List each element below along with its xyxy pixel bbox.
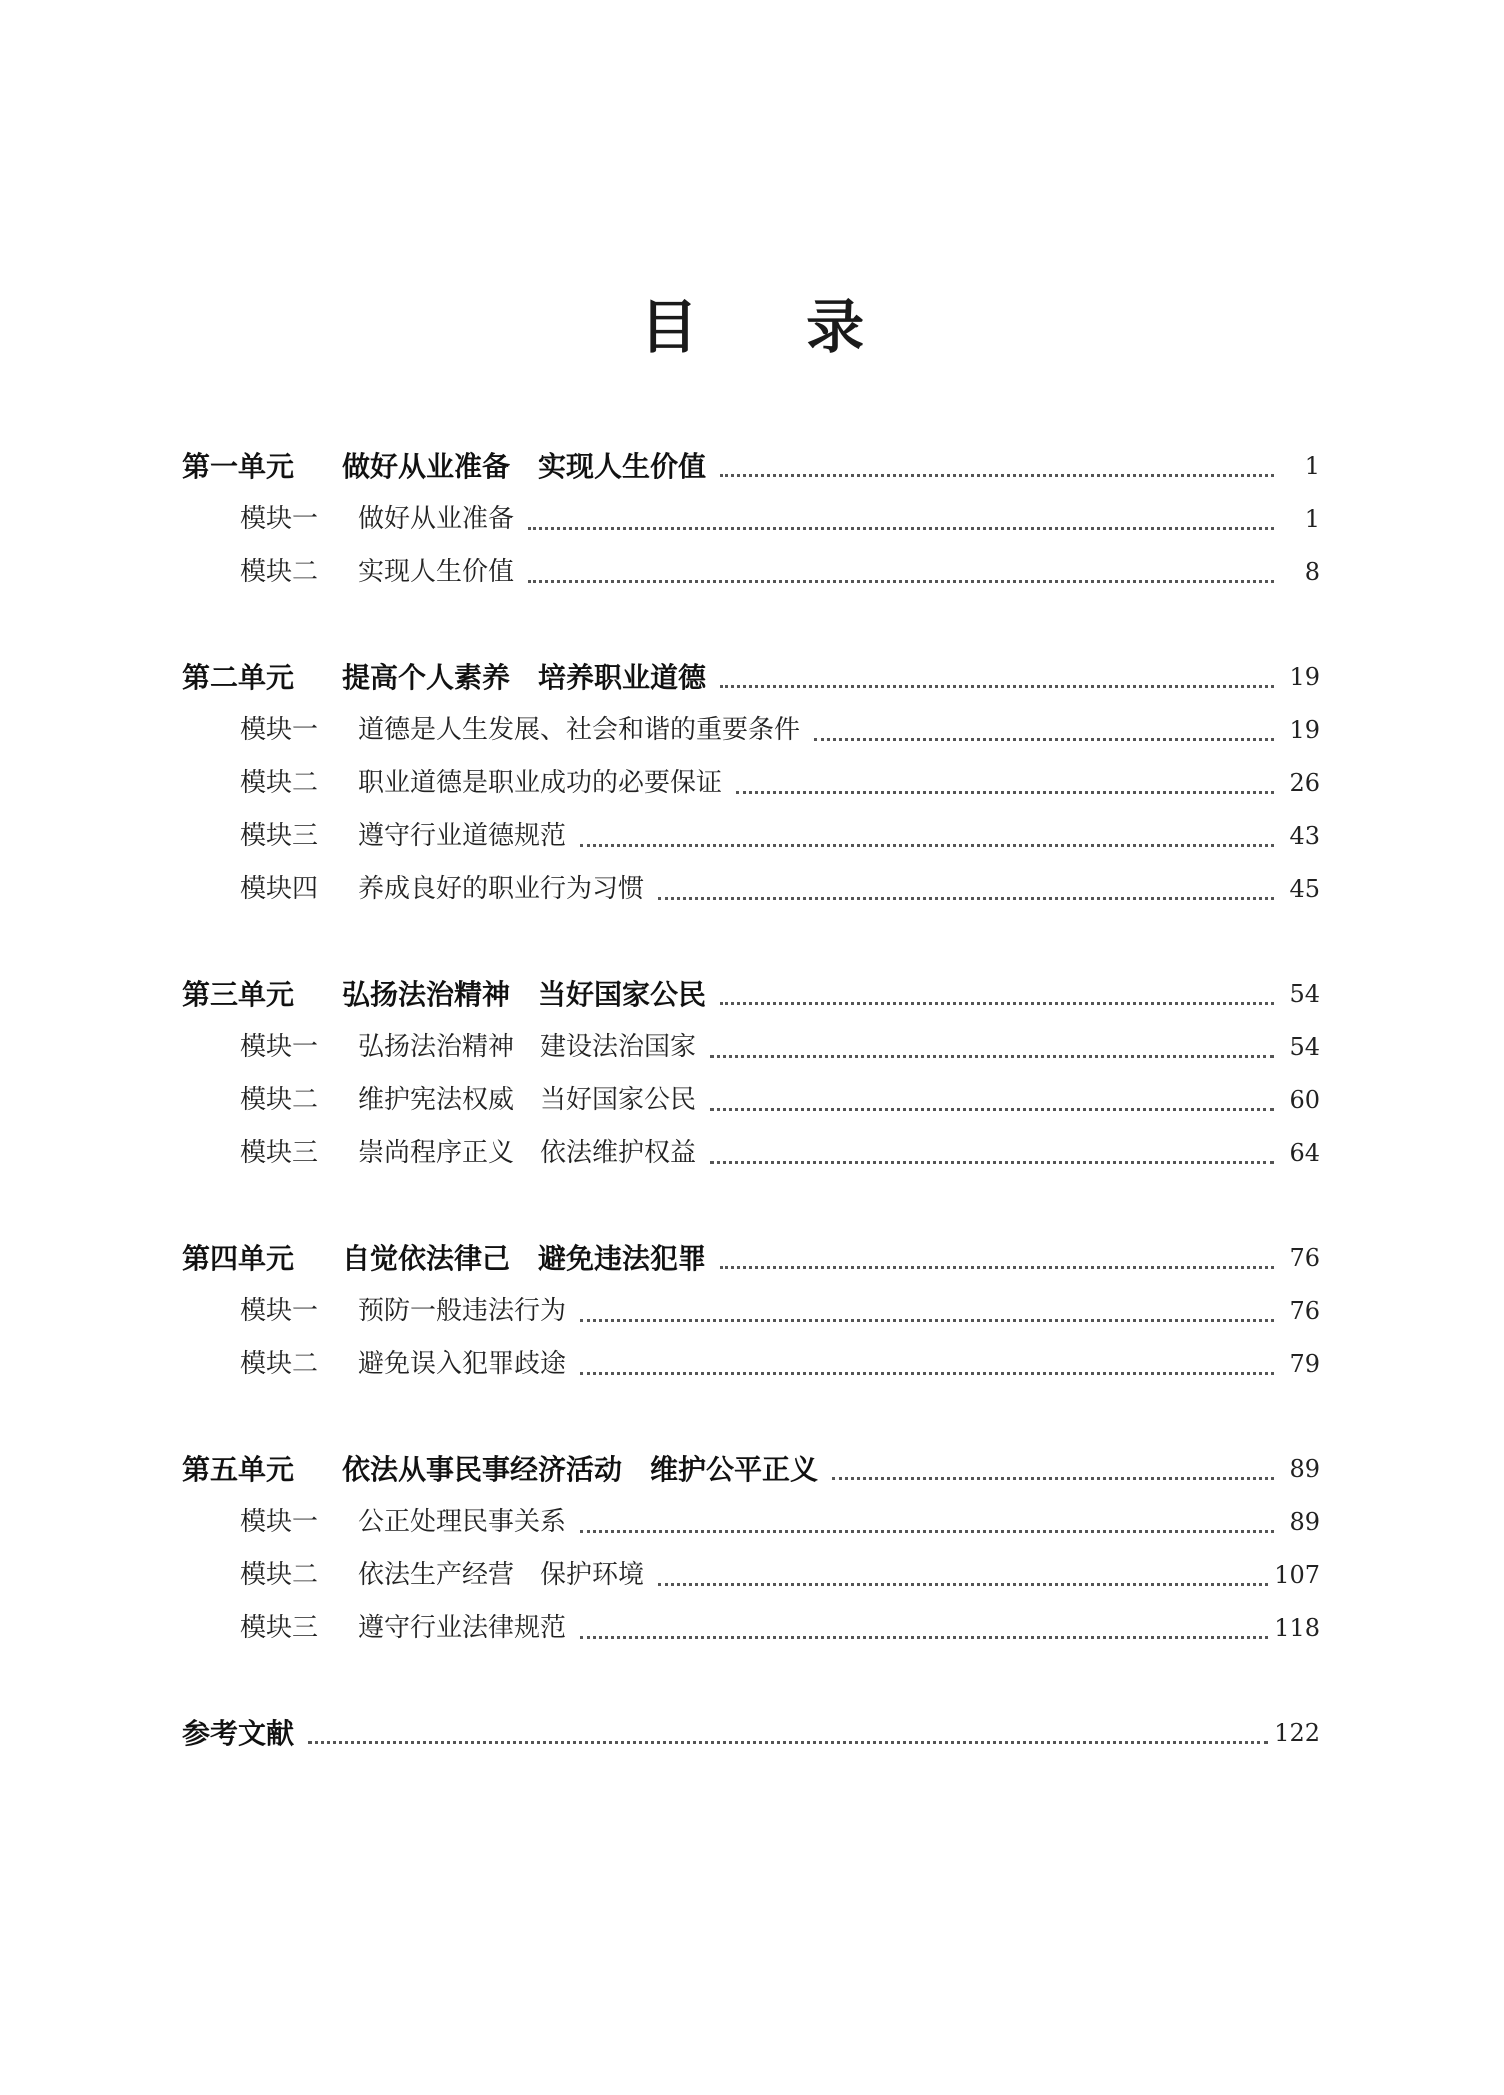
module-number: 模块四: [240, 874, 319, 904]
module-number: 模块一: [240, 1032, 319, 1062]
toc-module-row[interactable]: [182, 863, 1320, 916]
dot-leader: [576, 810, 1280, 863]
module-title: 养成良好的职业行为习惯: [358, 874, 645, 904]
module-number: 模块一: [240, 1296, 319, 1326]
dot-leader: [576, 1496, 1280, 1549]
module-number: 模块一: [240, 504, 319, 534]
page-number: 64: [1289, 1139, 1320, 1167]
unit-title: 依法从事民事经济活动 维护公平正义: [342, 1453, 819, 1486]
toc-unit-row[interactable]: [182, 651, 1320, 704]
toc-references: [182, 1707, 1320, 1760]
page-number: 79: [1289, 1350, 1320, 1378]
page-number: 19: [1289, 716, 1320, 744]
module-number: 模块二: [240, 1560, 319, 1590]
table-of-contents: [182, 440, 1320, 1760]
dot-leader: [304, 1707, 1274, 1760]
toc-module-row[interactable]: [182, 704, 1320, 757]
unit-number: 第五单元: [182, 1453, 295, 1486]
dot-leader: [576, 1338, 1280, 1391]
module-number: 模块二: [240, 768, 319, 798]
toc-module-row[interactable]: [182, 1549, 1320, 1602]
dot-leader: [810, 704, 1280, 757]
module-number: 模块二: [240, 1085, 319, 1115]
unit-number: 第三单元: [182, 978, 295, 1011]
dot-leader: [524, 493, 1280, 546]
dot-leader: [716, 1232, 1280, 1285]
toc-module-row[interactable]: [182, 1602, 1320, 1655]
page-number: 118: [1274, 1614, 1320, 1642]
toc-unit-row[interactable]: [182, 968, 1320, 1021]
dot-leader: [654, 1549, 1274, 1602]
page-number: 89: [1289, 1455, 1320, 1483]
unit-number: 第四单元: [182, 1242, 295, 1275]
toc-unit-3: [182, 968, 1320, 1180]
module-title: 做好从业准备: [358, 504, 515, 534]
page-number: 76: [1289, 1244, 1320, 1272]
page-number: 54: [1289, 980, 1320, 1008]
unit-number: 第二单元: [182, 661, 295, 694]
page-number: 89: [1289, 1508, 1320, 1536]
dot-leader: [576, 1602, 1274, 1655]
toc-references-row[interactable]: [182, 1707, 1320, 1760]
toc-module-row[interactable]: [182, 810, 1320, 863]
page-number: 45: [1289, 875, 1320, 903]
dot-leader: [716, 968, 1280, 1021]
toc-unit-4: [182, 1232, 1320, 1391]
page-title: 目 录: [639, 293, 909, 361]
module-title: 实现人生价值: [358, 557, 515, 587]
dot-leader: [716, 651, 1280, 704]
toc-unit-5: [182, 1443, 1320, 1655]
toc-unit-row[interactable]: [182, 1443, 1320, 1496]
dot-leader: [654, 863, 1280, 916]
toc-module-row[interactable]: [182, 1127, 1320, 1180]
dot-leader: [828, 1443, 1280, 1496]
module-number: 模块一: [240, 715, 319, 745]
toc-unit-1: [182, 440, 1320, 599]
unit-title: 弘扬法治精神 当好国家公民: [342, 978, 707, 1011]
module-title: 公正处理民事关系: [358, 1507, 567, 1537]
references-title: 参考文献: [182, 1717, 295, 1750]
module-title: 遵守行业道德规范: [358, 821, 567, 851]
unit-title: 做好从业准备 实现人生价值: [342, 450, 707, 483]
module-title: 职业道德是职业成功的必要保证: [358, 768, 723, 798]
dot-leader: [576, 1285, 1280, 1338]
page-number: 8: [1304, 558, 1320, 586]
toc-module-row[interactable]: [182, 1496, 1320, 1549]
page-number: 54: [1289, 1033, 1320, 1061]
module-title: 遵守行业法律规范: [358, 1613, 567, 1643]
module-title: 避免误入犯罪歧途: [358, 1349, 567, 1379]
page-number: 43: [1289, 822, 1320, 850]
dot-leader: [706, 1021, 1280, 1074]
unit-title: 自觉依法律己 避免违法犯罪: [342, 1242, 707, 1275]
module-title: 预防一般违法行为: [358, 1296, 567, 1326]
page-number: 1: [1304, 452, 1320, 480]
toc-module-row[interactable]: [182, 1285, 1320, 1338]
page-number: 1: [1304, 505, 1320, 533]
dot-leader: [524, 546, 1280, 599]
module-title: 依法生产经营 保护环境: [358, 1560, 645, 1590]
toc-module-row[interactable]: [182, 1074, 1320, 1127]
unit-title: 提高个人素养 培养职业道德: [342, 661, 707, 694]
toc-unit-2: [182, 651, 1320, 916]
unit-number: 第一单元: [182, 450, 295, 483]
toc-module-row[interactable]: [182, 1021, 1320, 1074]
toc-module-row[interactable]: [182, 493, 1320, 546]
dot-leader: [716, 440, 1280, 493]
module-title: 道德是人生发展、社会和谐的重要条件: [358, 715, 801, 745]
toc-unit-row[interactable]: [182, 1232, 1320, 1285]
dot-leader: [706, 1127, 1280, 1180]
dot-leader: [706, 1074, 1280, 1127]
toc-unit-row[interactable]: [182, 440, 1320, 493]
page-number: 122: [1274, 1719, 1320, 1747]
page-number: 60: [1289, 1086, 1320, 1114]
module-title: 弘扬法治精神 建设法治国家: [358, 1032, 697, 1062]
toc-module-row[interactable]: [182, 546, 1320, 599]
module-number: 模块三: [240, 1613, 319, 1643]
module-number: 模块二: [240, 1349, 319, 1379]
page-number: 76: [1289, 1297, 1320, 1325]
toc-module-row[interactable]: [182, 757, 1320, 810]
module-number: 模块一: [240, 1507, 319, 1537]
dot-leader: [732, 757, 1280, 810]
module-title: 崇尚程序正义 依法维护权益: [358, 1138, 697, 1168]
toc-module-row[interactable]: [182, 1338, 1320, 1391]
module-number: 模块二: [240, 557, 319, 587]
page-number: 107: [1274, 1561, 1320, 1589]
page-number: 19: [1289, 663, 1320, 691]
module-number: 模块三: [240, 1138, 319, 1168]
module-title: 维护宪法权威 当好国家公民: [358, 1085, 697, 1115]
page-number: 26: [1289, 769, 1320, 797]
module-number: 模块三: [240, 821, 319, 851]
